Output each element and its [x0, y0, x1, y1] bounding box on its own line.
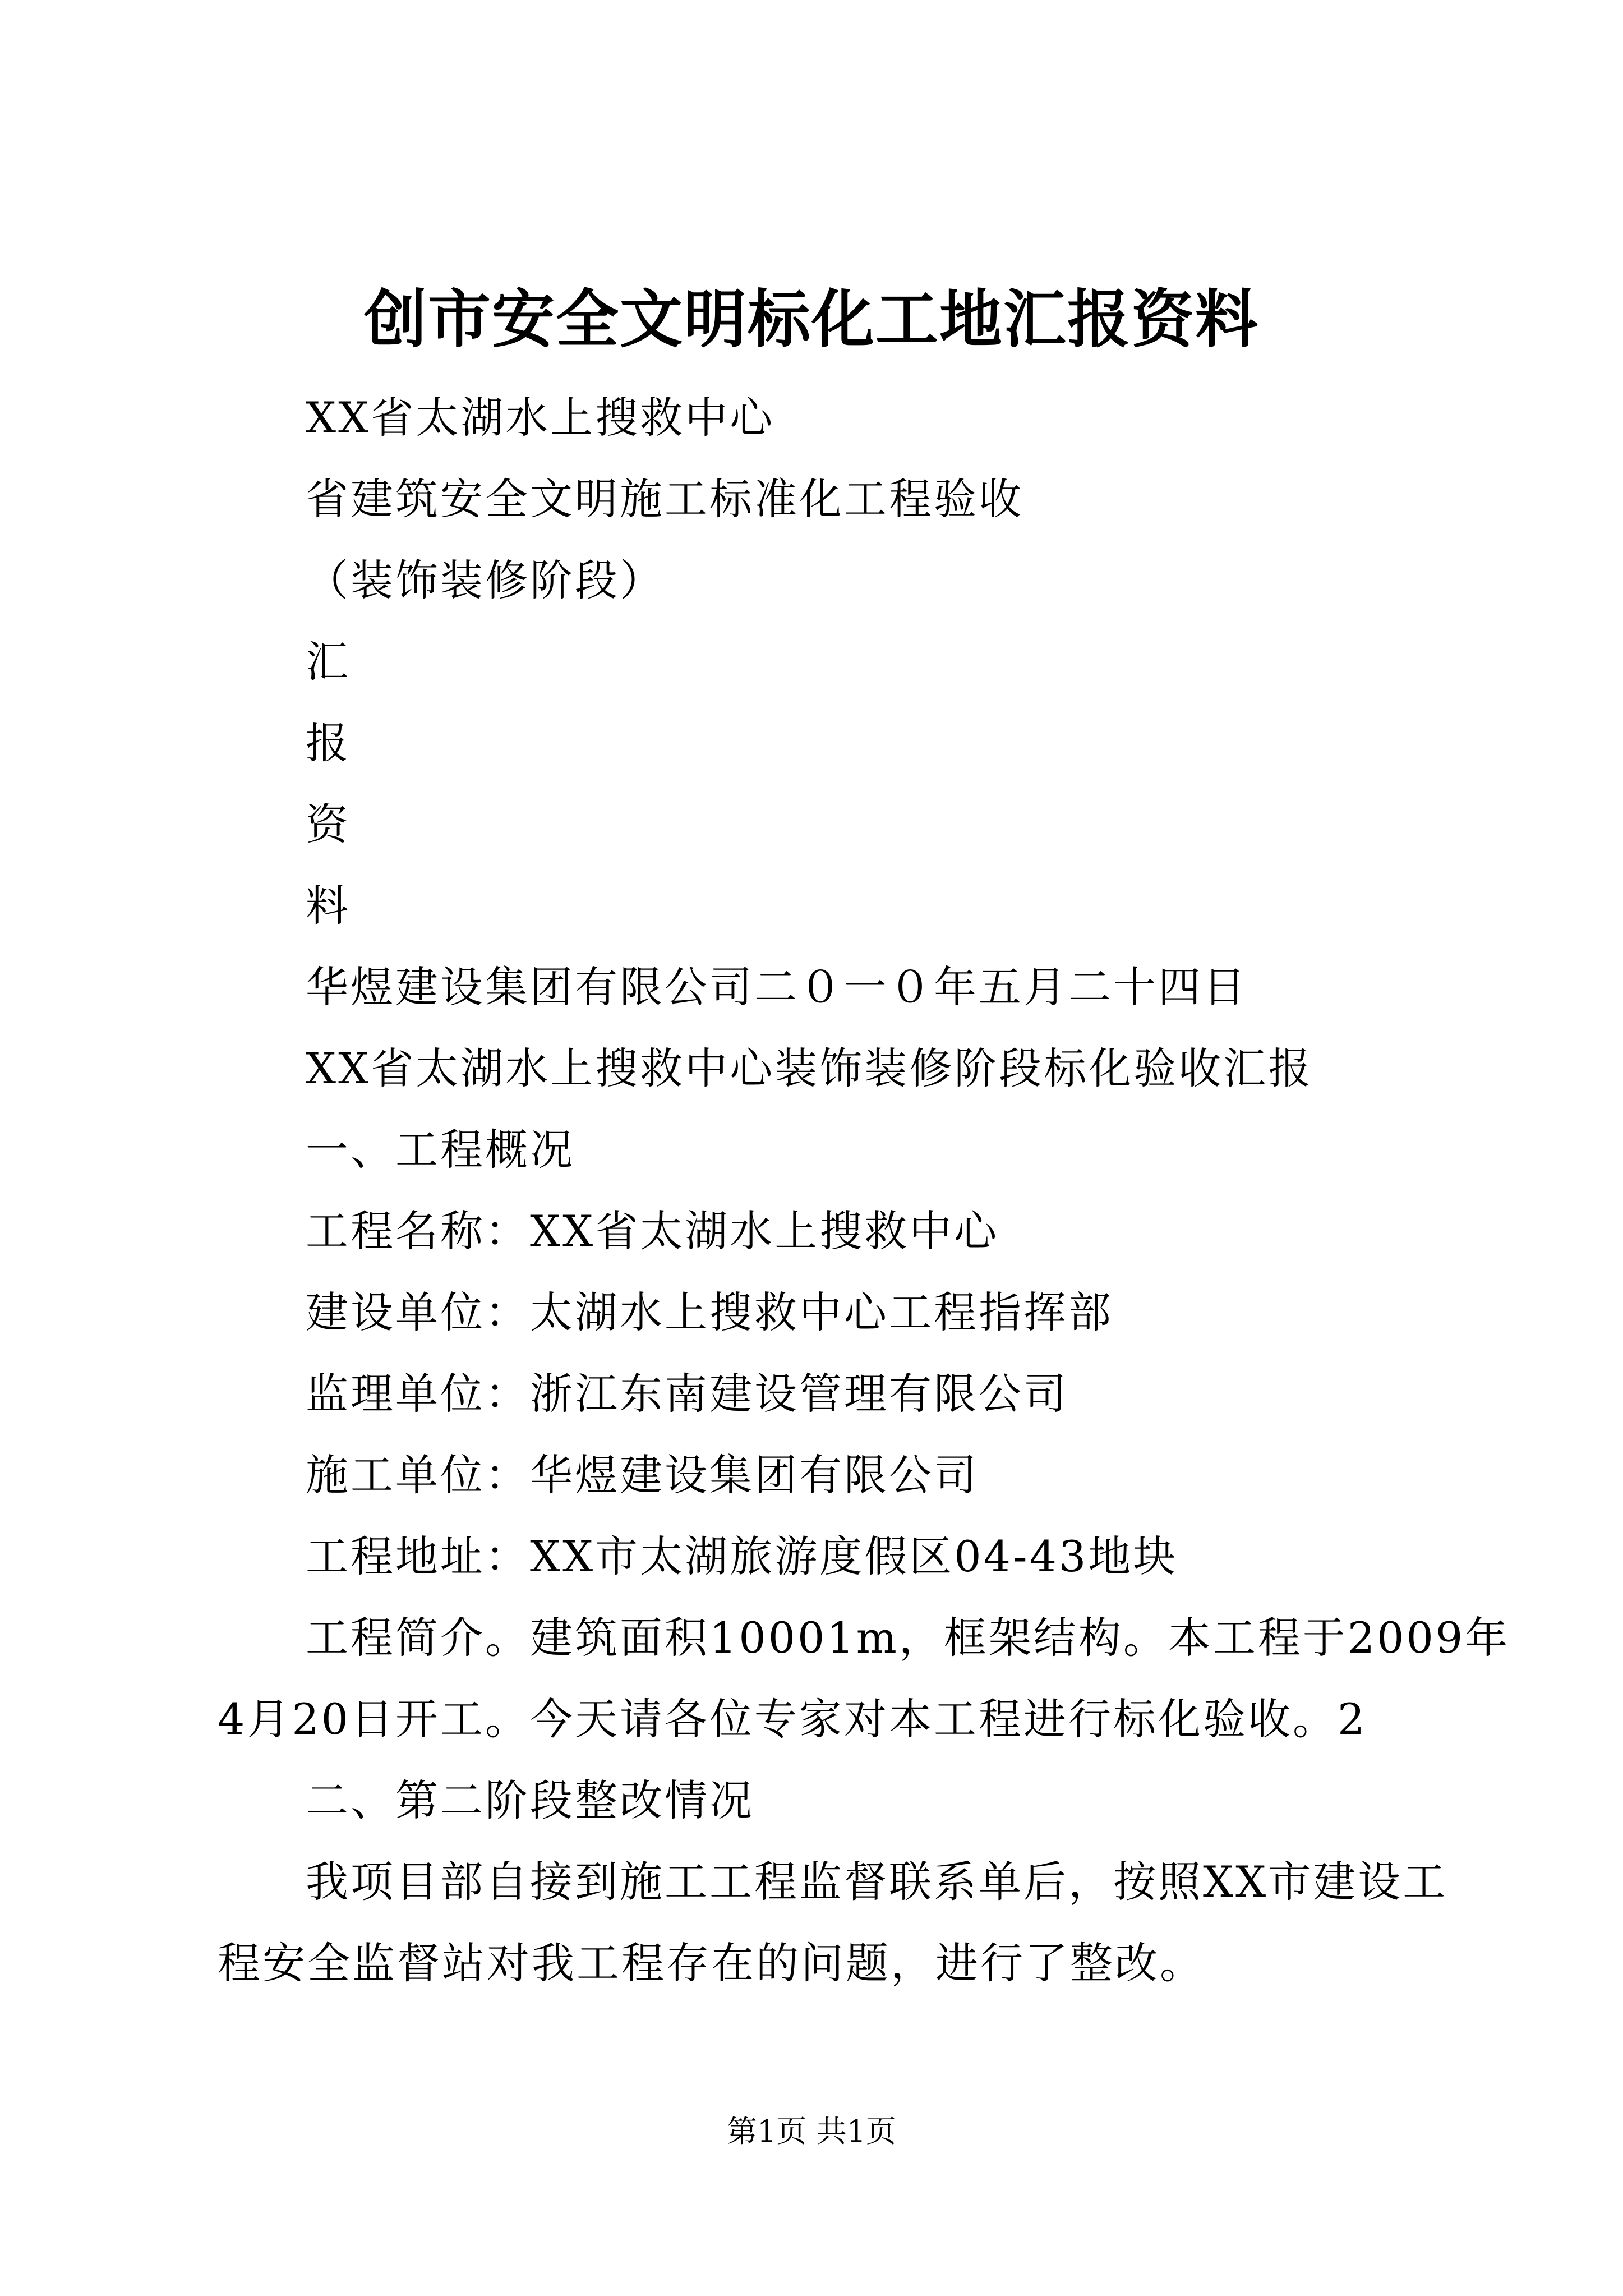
paragraph-intro-line-2: 4月20日开工。今天请各位专家对本工程进行标化验收。2 — [218, 1694, 1367, 1744]
line-char-hui: 汇 — [306, 637, 351, 687]
paragraph-rectification-line-2: 程安全监督站对我工程存在的问题，进行了整改。 — [218, 1938, 1205, 1988]
line-char-liao: 料 — [306, 881, 351, 931]
section-heading-overview: 一、工程概况 — [306, 1125, 575, 1175]
field-contractor: 施工单位：华煜建设集团有限公司 — [306, 1450, 979, 1500]
field-owner: 建设单位：太湖水上搜救中心工程指挥部 — [306, 1287, 1113, 1337]
line-char-bao: 报 — [306, 718, 351, 768]
line-company-date: 华煜建设集团有限公司二０一０年五月二十四日 — [306, 962, 1248, 1012]
line-report-heading: XX省太湖水上搜救中心装饰装修阶段标化验收汇报 — [306, 1043, 1313, 1093]
paragraph-rectification-line-1: 我项目部自接到施工工程监督联系单后，按照XX市建设工 — [306, 1857, 1448, 1907]
document-title: 创市安全文明标化工地汇报资料 — [364, 283, 1259, 356]
line-acceptance-title: 省建筑安全文明施工标准化工程验收 — [306, 474, 1023, 524]
paragraph-intro-line-1: 工程简介。建筑面积10001m，框架结构。本工程于2009年 — [306, 1613, 1510, 1663]
line-project-name: XX省太湖水上搜救中心 — [306, 393, 775, 443]
line-char-zi: 资 — [306, 799, 351, 849]
section-heading-rectification: 二、第二阶段整改情况 — [306, 1775, 754, 1825]
field-supervisor: 监理单位：浙江东南建设管理有限公司 — [306, 1369, 1068, 1419]
field-project-name: 工程名称：XX省太湖水上搜救中心 — [306, 1206, 999, 1256]
page-footer: 第1页 共1页 — [727, 2114, 896, 2149]
line-stage: （装饰装修阶段） — [306, 555, 665, 605]
field-address: 工程地址：XX市太湖旅游度假区04-43地块 — [306, 1531, 1178, 1581]
